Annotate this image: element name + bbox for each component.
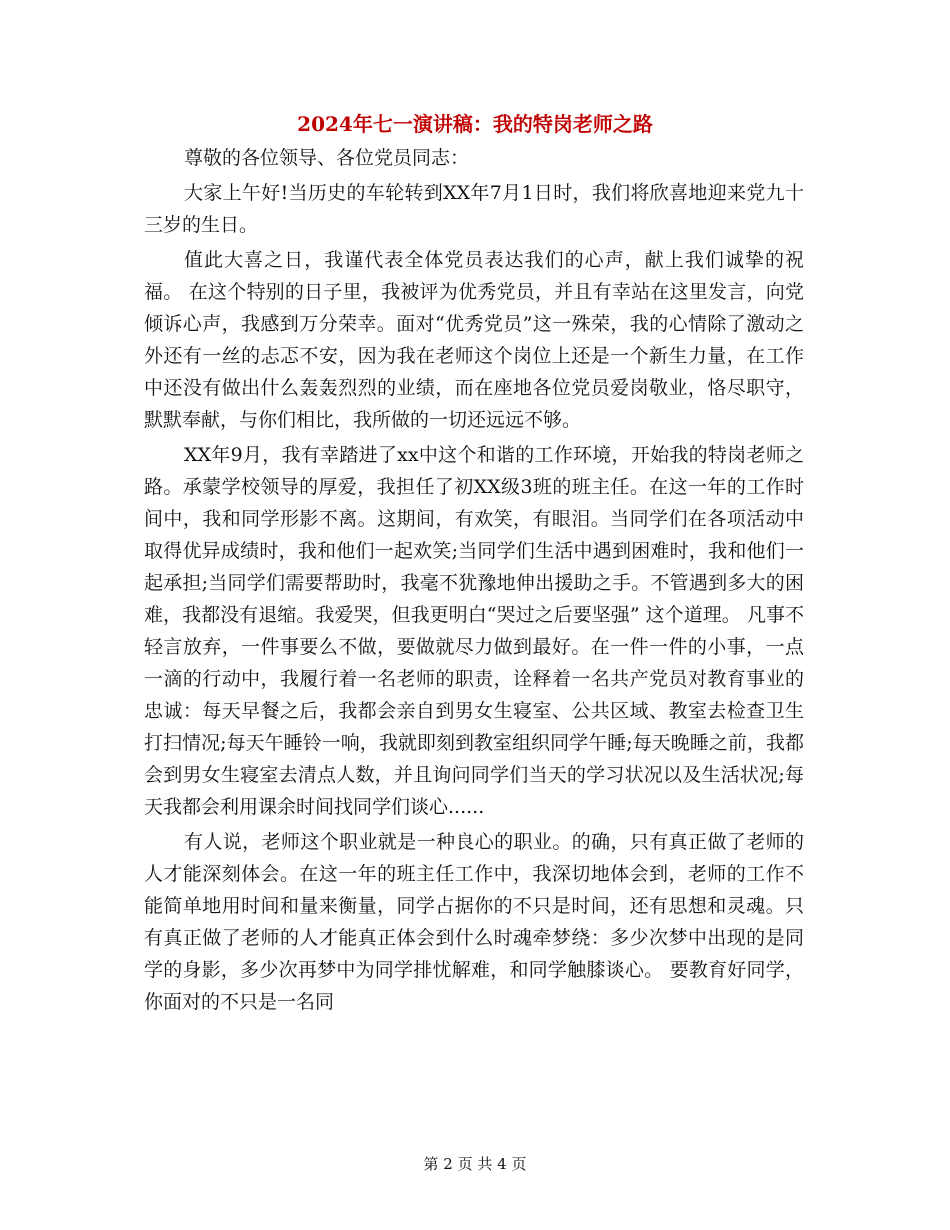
blessing-paragraph: 值此大喜之日，我谨代表全体党员表达我们的心声，献上我们诚挚的祝福。 在这个特别的日子里，我被评为优秀党员，并且有幸站在这里发言，向党倾诉心声，我感到万分荣幸。面对“优秀党员”这一殊荣，我的心情除了激动之外还有一丝的忐忑不安，因为我在老师这个岗位上还是一个新生力量，在工作中还没有做出什么轰轰烈烈的业绩，而在座地各位党员爱岗敬业，恪尽职守，默默奉献，与你们相比，我所做的一切还远远不够。 bbox=[144, 249, 804, 431]
work-experience-paragraph: XX年9月，我有幸踏进了xx中这个和谐的工作环境，开始我的特岗老师之路。承蒙学校领导的厚爱，我担任了初XX级3班的班主任。在这一年的工作时间中，我和同学形影不离。这期间，有欢笑，有眼泪。当同学们在各项活动中取得优异成绩时，我和他们一起欢笑;当同学们生活中遇到困难时，我和他们一起承担;当同学们需要帮助时，我毫不犹豫地伸出援助之手。不管遇到多大的困难，我都没有退缩。我爱哭，但我更明白“哭过之后要坚强” 这个道理。 凡事不轻言放弃，一件事要么不做，要做就尽力做到最好。在一件一件的小事，一点一滴的行动中，我履行着一名老师的职责，诠释着一名共产党员对教育事业的忠诚：每天早餐之后，我都会亲自到男女生寝室、公共区域、教室去检查卫生打扫情况;每天午睡铃一响，我就即刻到教室组织同学午睡;每天晚睡之前，我都会到男女生寝室去清点人数，并且询问同学们当天的学习状况以及生活状况;每天我都会利用课余时间找同学们谈心...... bbox=[144, 444, 804, 818]
greeting-paragraph: 大家上午好!当历史的车轮转到XX年7月1日时，我们将欣喜地迎来党九十三岁的生日。 bbox=[144, 182, 804, 236]
salutation-paragraph: 尊敬的各位领导、各位党员同志： bbox=[184, 147, 470, 169]
teacher-reflection-paragraph: 有人说，老师这个职业就是一种良心的职业。的确，只有真正做了老师的人才能深刻体会。在这一年的班主任工作中，我深切地体会到，老师的工作不能简单地用时间和量来衡量，同学占据你的不只是时间，还有思想和灵魂。只有真正做了老师的人才能真正体会到什么时魂牵梦绕：多少次梦中出现的是同学的身影，多少次再梦中为同学排忧解难，和同学触膝谈心。 要教育好同学，你面对的不只是一名同 bbox=[144, 831, 804, 1013]
page-footer: 第 2 页 共 4 页 bbox=[423, 1155, 527, 1173]
document-title: 2024年七一演讲稿：我的特岗老师之路 bbox=[297, 112, 653, 136]
document-body bbox=[144, 142, 804, 1021]
